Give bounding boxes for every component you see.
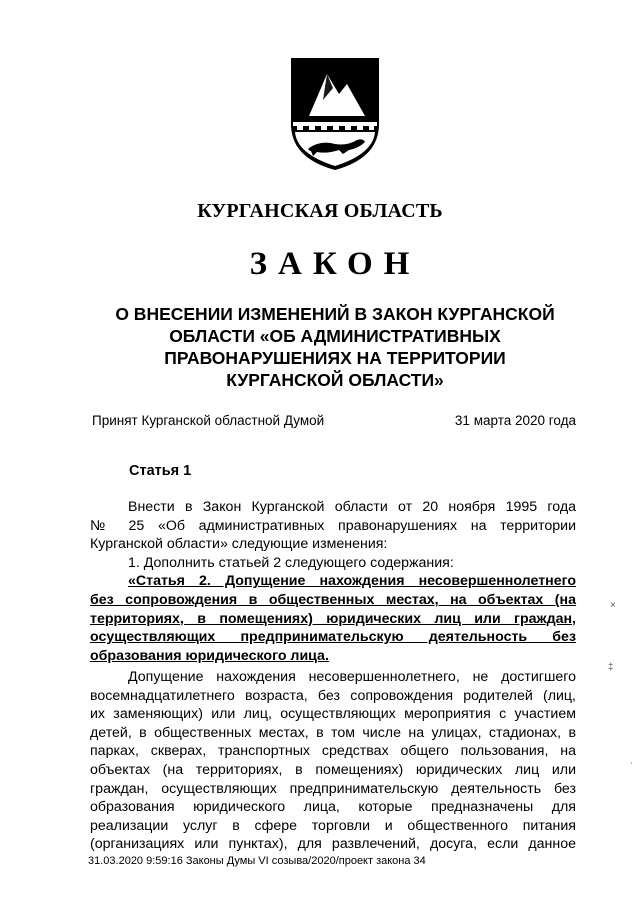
document-footer: 31.03.2020 9:59:16 Законы Думы VI созыва/2020/проект закона 34 <box>88 855 426 867</box>
text-line: образования юридического лица, которые предназначены для <box>90 799 576 816</box>
text-line: объектах (на территориях, в помещениях) юридических лиц или <box>90 761 576 778</box>
text-line: № 25 «Об административных правонарушениях на территории <box>90 517 576 534</box>
text-line: территориях, в помещениях) юридических лиц или граждан, <box>90 610 576 627</box>
title-line: О ВНЕСЕНИИ ИЗМЕНЕНИЙ В ЗАКОН КУРГАНСКОЙ <box>115 304 555 324</box>
text-line: восемнадцатилетнего возраста, без сопровождения родителей (лиц, <box>90 687 576 704</box>
text-line: граждан, осуществляющих предпринимательскую деятельность без <box>90 780 576 797</box>
region-name: КУРГАНСКАЯ ОБЛАСТЬ <box>197 200 443 222</box>
kurgan-coat-of-arms-icon <box>287 54 383 174</box>
text-line: парках, скверах, транспортных средствах общего пользования, на <box>90 743 576 760</box>
title-line: ПРАВОНАРУШЕНИЯХ НА ТЕРРИТОРИИ <box>164 348 506 368</box>
title-line: ОБЛАСТИ «ОБ АДМИНИСТРАТИВНЫХ <box>169 326 501 346</box>
scan-mark: ˈ <box>630 762 634 773</box>
title-line: КУРГАНСКОЙ ОБЛАСТИ» <box>226 370 444 390</box>
paragraph-article-2 <box>90 668 576 854</box>
document-type: ЗАКОН <box>249 246 421 282</box>
text-line: Курганской области» следующие изменения: <box>90 536 388 553</box>
scan-mark: ‡ <box>608 662 614 673</box>
text-line: реализации услуг в сфере торговли и общественного питания <box>90 817 576 834</box>
adopted-by: Принят Курганской областной Думой <box>92 413 325 428</box>
text-line: Допущение нахождения несовершеннолетнего, не достигшего <box>128 669 576 685</box>
paragraph-amendment <box>90 498 576 665</box>
article-heading: Статья 1 <box>129 463 192 479</box>
text-line: (организациях или пунктах), для развлечений, досуга, если данное <box>90 836 576 853</box>
text-line: 1. Дополнить статьей 2 следующего содержания: <box>128 554 454 571</box>
text-line: без сопровождения в общественных местах, на объектах (на <box>90 591 576 608</box>
text-line: Внести в Закон Курганской области от 20 ноября 1995 года <box>128 499 576 515</box>
text-line: их заменяющих) или лиц, осуществляющих мероприятия с участием <box>90 706 576 723</box>
text-line: образования юридического лица. <box>90 647 329 664</box>
adopted-date: 31 марта 2020 года <box>454 413 576 428</box>
text-line: детей, в общественных местах, в том числе на улицах, стадионах, в <box>90 724 576 741</box>
text-line: «Статья 2. Допущение нахождения несовершеннолетнего <box>128 573 576 590</box>
text-line: осуществляющих предпринимательскую деятельность без <box>90 629 576 646</box>
scan-mark: × <box>610 600 616 611</box>
law-title <box>95 303 575 391</box>
